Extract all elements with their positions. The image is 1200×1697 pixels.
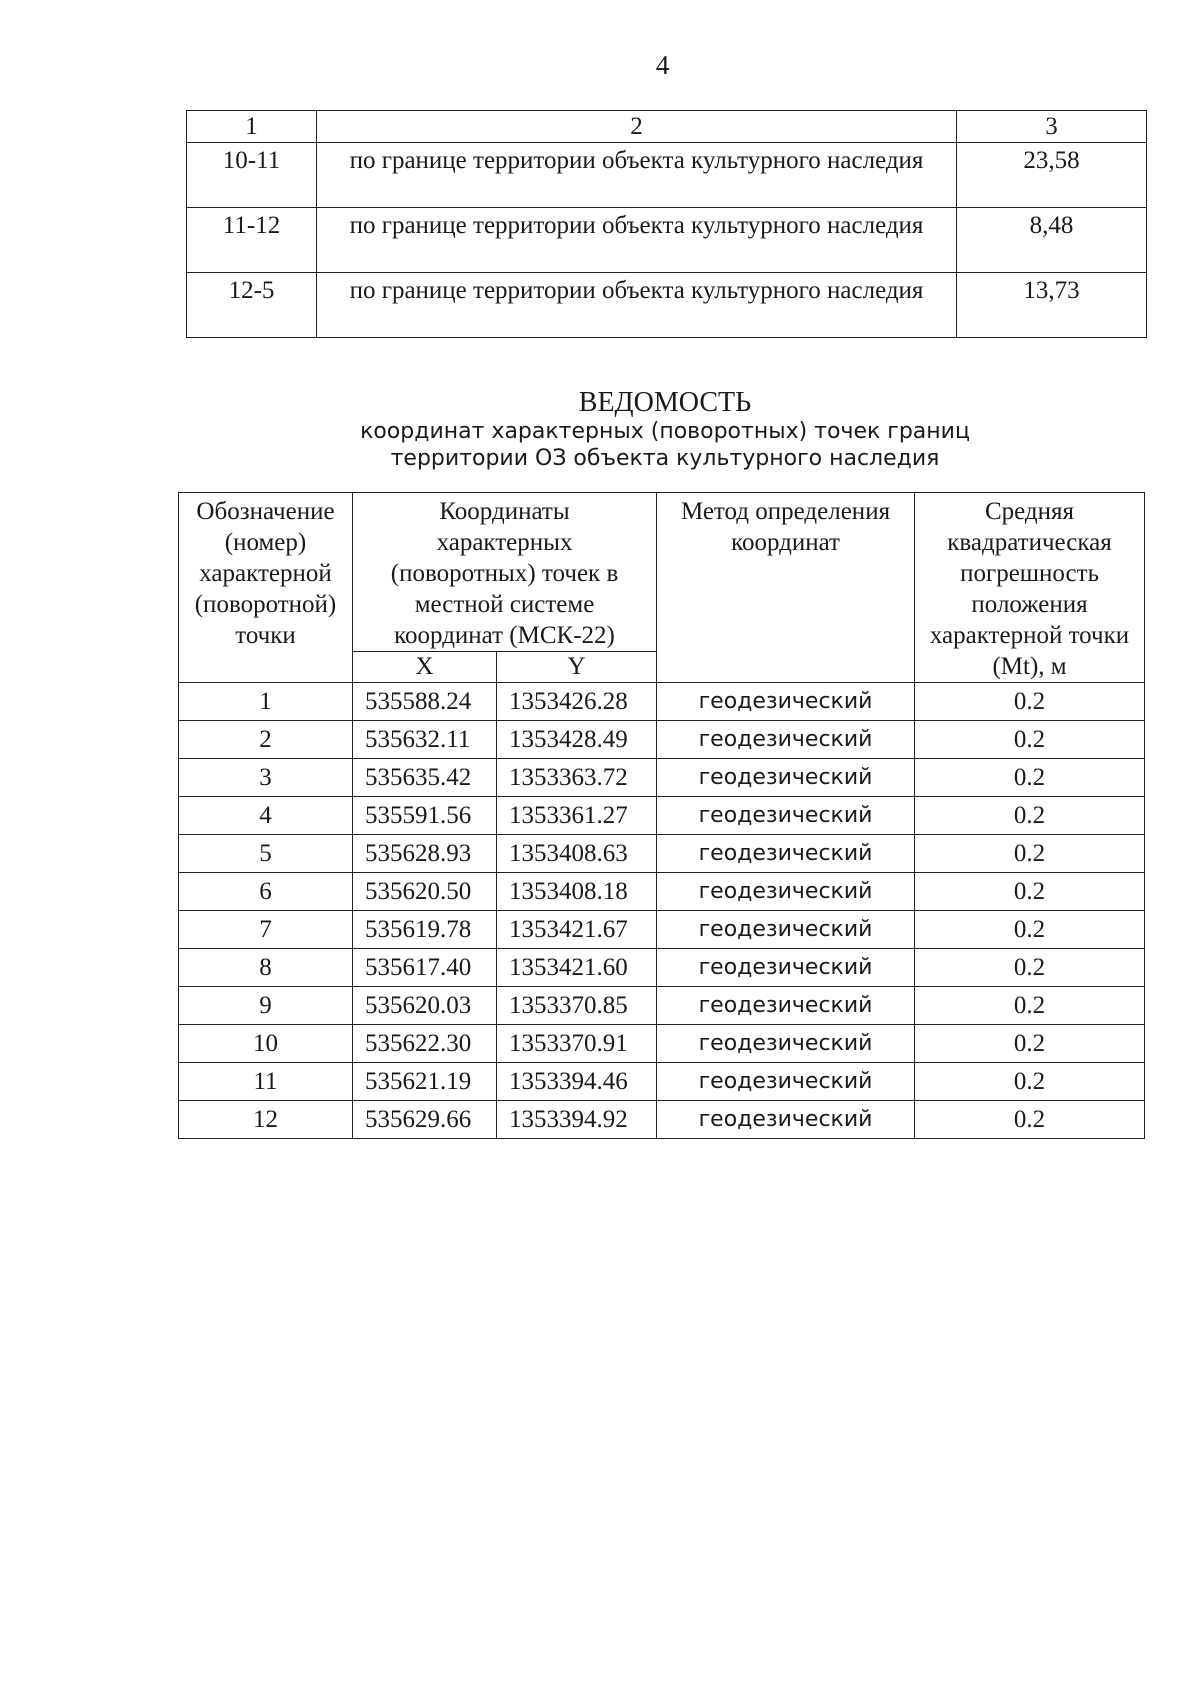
point-number-cell: 5: [179, 835, 353, 873]
method-cell: геодезический: [657, 1025, 915, 1063]
segment-cell: 11-12: [187, 208, 317, 273]
table-row: [179, 1063, 1145, 1101]
mt-error-cell: 0.2: [915, 949, 1145, 987]
y-coordinate-cell: 1353421.67: [497, 911, 657, 949]
mt-error-header: Средняя квадратическая погрешность положения характерной точки (Mt), м: [915, 493, 1145, 683]
mt-error-cell: 0.2: [915, 1025, 1145, 1063]
coordinates-table: [178, 492, 1145, 1139]
description-cell: по границе территории объекта культурного наследия: [317, 208, 957, 273]
y-coordinate-cell: 1353408.18: [497, 873, 657, 911]
table-row: [179, 759, 1145, 797]
y-coordinate-cell: 1353394.92: [497, 1101, 657, 1139]
method-cell: геодезический: [657, 1101, 915, 1139]
column-number-1: 1: [187, 111, 317, 143]
x-header: X: [353, 652, 497, 683]
point-number-cell: 6: [179, 873, 353, 911]
length-cell: 8,48: [957, 208, 1147, 273]
statement-heading: [320, 388, 1010, 472]
point-designation-header: Обозначение (номер) характерной (поворотной) точки: [179, 493, 353, 683]
method-cell: геодезический: [657, 759, 915, 797]
y-coordinate-cell: 1353428.49: [497, 721, 657, 759]
x-coordinate-cell: 535629.66: [353, 1101, 497, 1139]
statement-title: ВЕДОМОСТЬ: [578, 387, 752, 418]
y-coordinate-cell: 1353363.72: [497, 759, 657, 797]
x-coordinate-cell: 535628.93: [353, 835, 497, 873]
point-number-cell: 2: [179, 721, 353, 759]
mt-error-cell: 0.2: [915, 987, 1145, 1025]
table-row: [179, 1025, 1145, 1063]
method-cell: геодезический: [657, 911, 915, 949]
column-number-2: 2: [317, 111, 957, 143]
y-coordinate-cell: 1353426.28: [497, 683, 657, 721]
statement-subtitle-line2: территории ОЗ объекта культурного наследия: [390, 446, 940, 471]
segment-cell: 12-5: [187, 273, 317, 338]
mt-error-cell: 0.2: [915, 721, 1145, 759]
x-coordinate-cell: 535620.03: [353, 987, 497, 1025]
x-coordinate-cell: 535635.42: [353, 759, 497, 797]
y-coordinate-cell: 1353421.60: [497, 949, 657, 987]
x-coordinate-cell: 535617.40: [353, 949, 497, 987]
method-header: Метод определения координат: [657, 493, 915, 683]
y-header: Y: [497, 652, 657, 683]
x-coordinate-cell: 535632.11: [353, 721, 497, 759]
point-number-cell: 7: [179, 911, 353, 949]
table-row: [187, 208, 1147, 273]
mt-error-cell: 0.2: [915, 911, 1145, 949]
mt-error-cell: 0.2: [915, 835, 1145, 873]
method-cell: геодезический: [657, 873, 915, 911]
point-number-cell: 3: [179, 759, 353, 797]
x-coordinate-cell: 535591.56: [353, 797, 497, 835]
table-row: [179, 797, 1145, 835]
table-row: [179, 835, 1145, 873]
table-row: [179, 949, 1145, 987]
description-cell: по границе территории объекта культурного наследия: [317, 143, 957, 208]
column-number-3: 3: [957, 111, 1147, 143]
length-cell: 13,73: [957, 273, 1147, 338]
y-coordinate-cell: 1353408.63: [497, 835, 657, 873]
method-cell: геодезический: [657, 797, 915, 835]
point-number-cell: 1: [179, 683, 353, 721]
method-cell: геодезический: [657, 835, 915, 873]
mt-error-cell: 0.2: [915, 759, 1145, 797]
point-number-cell: 8: [179, 949, 353, 987]
table-row: [187, 143, 1147, 208]
method-cell: геодезический: [657, 1063, 915, 1101]
x-coordinate-cell: 535619.78: [353, 911, 497, 949]
length-cell: 23,58: [957, 143, 1147, 208]
statement-subtitle-line1: координат характерных (поворотных) точек границ: [360, 419, 970, 444]
coordinates-header: Координаты характерных (поворотных) точек в местной системе координат (МСК-22): [353, 493, 657, 652]
mt-error-cell: 0.2: [915, 873, 1145, 911]
table-row: [187, 273, 1147, 338]
y-coordinate-cell: 1353394.46: [497, 1063, 657, 1101]
point-number-cell: 9: [179, 987, 353, 1025]
segment-cell: 10-11: [187, 143, 317, 208]
method-cell: геодезический: [657, 683, 915, 721]
method-cell: геодезический: [657, 949, 915, 987]
mt-error-cell: 0.2: [915, 1101, 1145, 1139]
y-coordinate-cell: 1353361.27: [497, 797, 657, 835]
point-number-cell: 12: [179, 1101, 353, 1139]
table-row: [179, 721, 1145, 759]
table-row: [179, 911, 1145, 949]
point-number-cell: 11: [179, 1063, 353, 1101]
point-number-cell: 4: [179, 797, 353, 835]
table-header-row: [179, 493, 1145, 652]
page-number: 4: [655, 50, 670, 80]
mt-error-cell: 0.2: [915, 1063, 1145, 1101]
table-row: [179, 1101, 1145, 1139]
point-number-cell: 10: [179, 1025, 353, 1063]
y-coordinate-cell: 1353370.85: [497, 987, 657, 1025]
mt-error-cell: 0.2: [915, 797, 1145, 835]
boundary-segments-table: [186, 110, 1147, 338]
description-cell: по границе территории объекта культурного наследия: [317, 273, 957, 338]
method-cell: геодезический: [657, 987, 915, 1025]
y-coordinate-cell: 1353370.91: [497, 1025, 657, 1063]
x-coordinate-cell: 535622.30: [353, 1025, 497, 1063]
table-row: [179, 873, 1145, 911]
x-coordinate-cell: 535621.19: [353, 1063, 497, 1101]
method-cell: геодезический: [657, 721, 915, 759]
table-header-row: [187, 111, 1147, 143]
table-row: [179, 987, 1145, 1025]
table-row: [179, 683, 1145, 721]
mt-error-cell: 0.2: [915, 683, 1145, 721]
x-coordinate-cell: 535588.24: [353, 683, 497, 721]
x-coordinate-cell: 535620.50: [353, 873, 497, 911]
